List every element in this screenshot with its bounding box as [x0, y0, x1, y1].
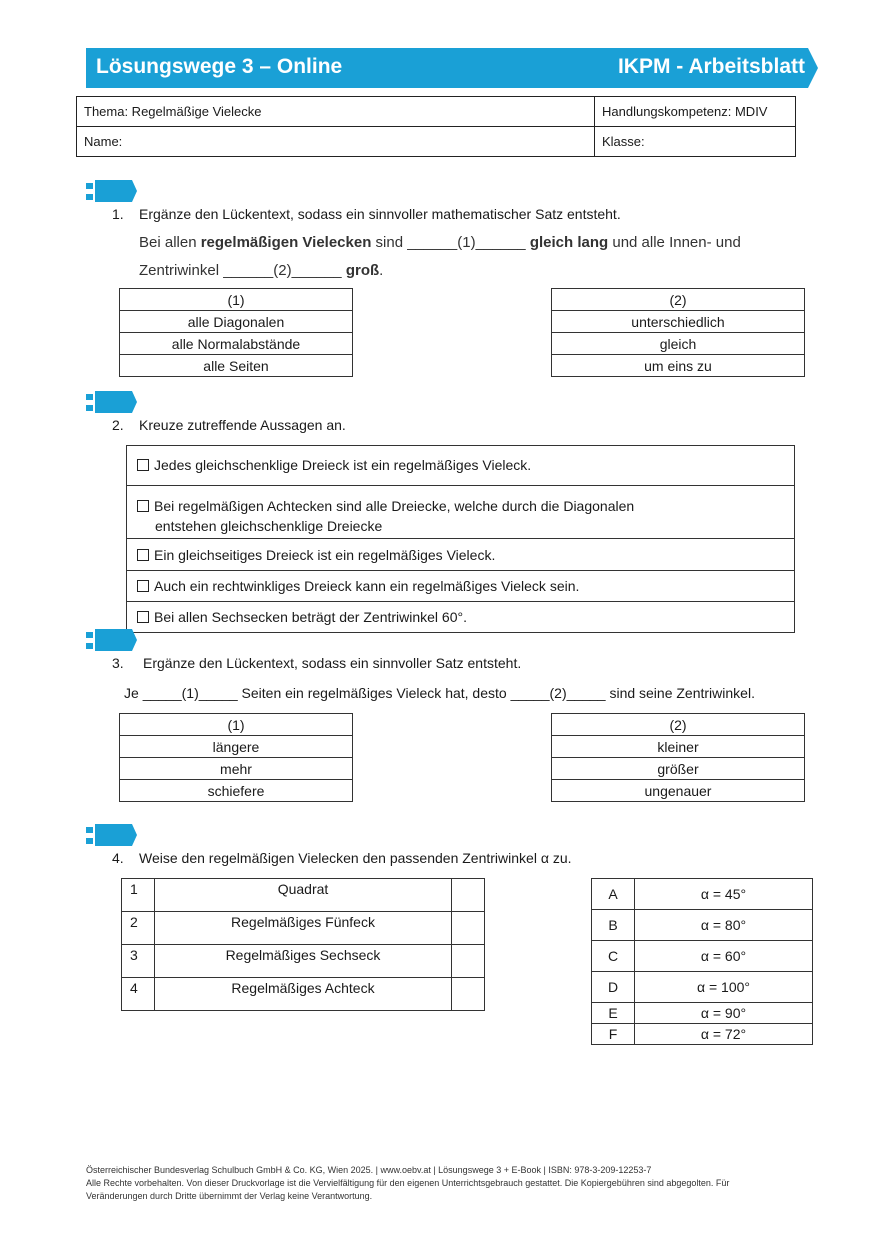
competence-cell: Handlungskompetenz: MDIV	[595, 97, 796, 127]
question-2-number: 2.	[112, 417, 124, 433]
book-title: Lösungswege 3 – Online	[96, 55, 343, 78]
row-number: 4	[122, 978, 155, 1011]
footer-line-1: Österreichischer Bundesverlag Schulbuch GmbH & Co. KG, Wien 2025. | www.oebv.at | Lösungswege 3 + E-Book | ISBN: 978-3-209-12253-7	[86, 1165, 652, 1175]
header-banner-arrow	[808, 48, 818, 88]
option-cell[interactable]: um eins zu	[552, 355, 805, 377]
angle-row	[592, 1024, 813, 1045]
angle-letter: B	[592, 910, 635, 941]
footer	[86, 1164, 786, 1203]
checkbox[interactable]	[137, 611, 149, 623]
option-cell[interactable]: unterschiedlich	[552, 311, 805, 333]
angle-value: α = 45°	[635, 879, 813, 910]
angle-table	[591, 878, 813, 1045]
angle-row	[592, 1003, 813, 1024]
info-table	[76, 96, 796, 157]
option-cell[interactable]: gleich	[552, 333, 805, 355]
angle-row	[592, 941, 813, 972]
option-cell[interactable]: kleiner	[552, 736, 805, 758]
angle-letter: F	[592, 1024, 635, 1045]
answer-cell[interactable]	[452, 978, 485, 1011]
row-number: 1	[122, 879, 155, 912]
question-4-number: 4.	[112, 850, 124, 866]
angle-letter: D	[592, 972, 635, 1003]
option-cell[interactable]: alle Seiten	[120, 355, 353, 377]
row-number: 3	[122, 945, 155, 978]
answer-cell[interactable]	[452, 879, 485, 912]
statement-row[interactable]: Auch ein rechtwinkliges Dreieck kann ein regelmäßiges Vieleck sein.	[127, 571, 795, 602]
polygon-name: Regelmäßiges Fünfeck	[155, 912, 452, 945]
topic-cell: Thema: Regelmäßige Vielecke	[77, 97, 595, 127]
angle-value: α = 80°	[635, 910, 813, 941]
question-3-number: 3.	[112, 655, 124, 671]
angle-row	[592, 879, 813, 910]
class-field[interactable]: Klasse:	[595, 127, 796, 157]
option-cell[interactable]: alle Diagonalen	[120, 311, 353, 333]
polygon-row	[122, 945, 485, 978]
row-number: 2	[122, 912, 155, 945]
option-cell[interactable]: ungenauer	[552, 780, 805, 802]
options-header: (2)	[552, 714, 805, 736]
statement-row[interactable]: Bei regelmäßigen Achtecken sind alle Dreiecke, welche durch die Diagonalen entstehen gleichschenklige Dreiecke	[127, 486, 795, 539]
options-table-3b	[551, 713, 805, 802]
polygon-row	[122, 912, 485, 945]
question-2-text: Kreuze zutreffende Aussagen an.	[139, 417, 346, 433]
polygon-table	[121, 878, 485, 1011]
statement-row[interactable]: Bei allen Sechsecken beträgt der Zentriwinkel 60°.	[127, 602, 795, 633]
angle-letter: A	[592, 879, 635, 910]
angle-letter: C	[592, 941, 635, 972]
statement-row[interactable]: Ein gleichseitiges Dreieck ist ein regelmäßiges Vieleck.	[127, 539, 795, 571]
polygon-row	[122, 978, 485, 1011]
angle-row	[592, 910, 813, 941]
option-cell[interactable]: schiefere	[120, 780, 353, 802]
section-marker-2	[86, 391, 136, 413]
worksheet-title: IKPM - Arbeitsblatt	[617, 55, 805, 78]
angle-value: α = 90°	[635, 1003, 813, 1024]
options-header: (2)	[552, 289, 805, 311]
options-table-1b	[551, 288, 805, 377]
option-cell[interactable]: größer	[552, 758, 805, 780]
section-marker-1	[86, 180, 136, 202]
angle-value: α = 72°	[635, 1024, 813, 1045]
options-table-3a	[119, 713, 353, 802]
footer-line-2: Alle Rechte vorbehalten. Von dieser Druckvorlage ist die Vervielfältigung für den eigenen Unterrichtsgebrauch gestattet. Die Kopiergebühren sind abgegolten. Für	[86, 1178, 730, 1188]
checkbox[interactable]	[137, 459, 149, 471]
angle-row	[592, 972, 813, 1003]
question-4-text: Weise den regelmäßigen Vielecken den passenden Zentriwinkel α zu.	[139, 850, 572, 866]
checkbox[interactable]	[137, 549, 149, 561]
polygon-row	[122, 879, 485, 912]
statement-row[interactable]: Jedes gleichschenklige Dreieck ist ein regelmäßiges Vieleck.	[127, 446, 795, 486]
cloze-sentence-1-line1: Bei allen regelmäßigen Vielecken sind ______(1)______ gleich lang und alle Innen- und	[139, 234, 741, 251]
option-cell[interactable]: alle Normalabstände	[120, 333, 353, 355]
option-cell[interactable]: längere	[120, 736, 353, 758]
option-cell[interactable]: mehr	[120, 758, 353, 780]
answer-cell[interactable]	[452, 945, 485, 978]
polygon-name: Regelmäßiges Sechseck	[155, 945, 452, 978]
statements-table	[126, 445, 795, 633]
name-field[interactable]: Name:	[77, 127, 595, 157]
options-header: (1)	[120, 714, 353, 736]
checkbox[interactable]	[137, 500, 149, 512]
question-3-text: Ergänze den Lückentext, sodass ein sinnvoller Satz entsteht.	[143, 655, 522, 671]
angle-value: α = 60°	[635, 941, 813, 972]
section-marker-4	[86, 824, 136, 846]
cloze-sentence-3: Je _____(1)_____ Seiten ein regelmäßiges Vieleck hat, desto _____(2)_____ sind seine Zentriwinkel.	[124, 685, 755, 701]
question-1-number: 1.	[112, 206, 124, 222]
question-1-text: Ergänze den Lückentext, sodass ein sinnvoller mathematischer Satz entsteht.	[139, 206, 621, 222]
answer-cell[interactable]	[452, 912, 485, 945]
angle-value: α = 100°	[635, 972, 813, 1003]
polygon-name: Regelmäßiges Achteck	[155, 978, 452, 1011]
checkbox[interactable]	[137, 580, 149, 592]
footer-line-3: Veränderungen durch Dritte übernimmt der Verlag keine Verantwortung.	[86, 1191, 373, 1201]
options-header: (1)	[120, 289, 353, 311]
angle-letter: E	[592, 1003, 635, 1024]
cloze-sentence-1-line2: Zentriwinkel ______(2)______ groß.	[139, 262, 384, 279]
section-marker-3	[86, 629, 136, 651]
polygon-name: Quadrat	[155, 879, 452, 912]
options-table-1a	[119, 288, 353, 377]
